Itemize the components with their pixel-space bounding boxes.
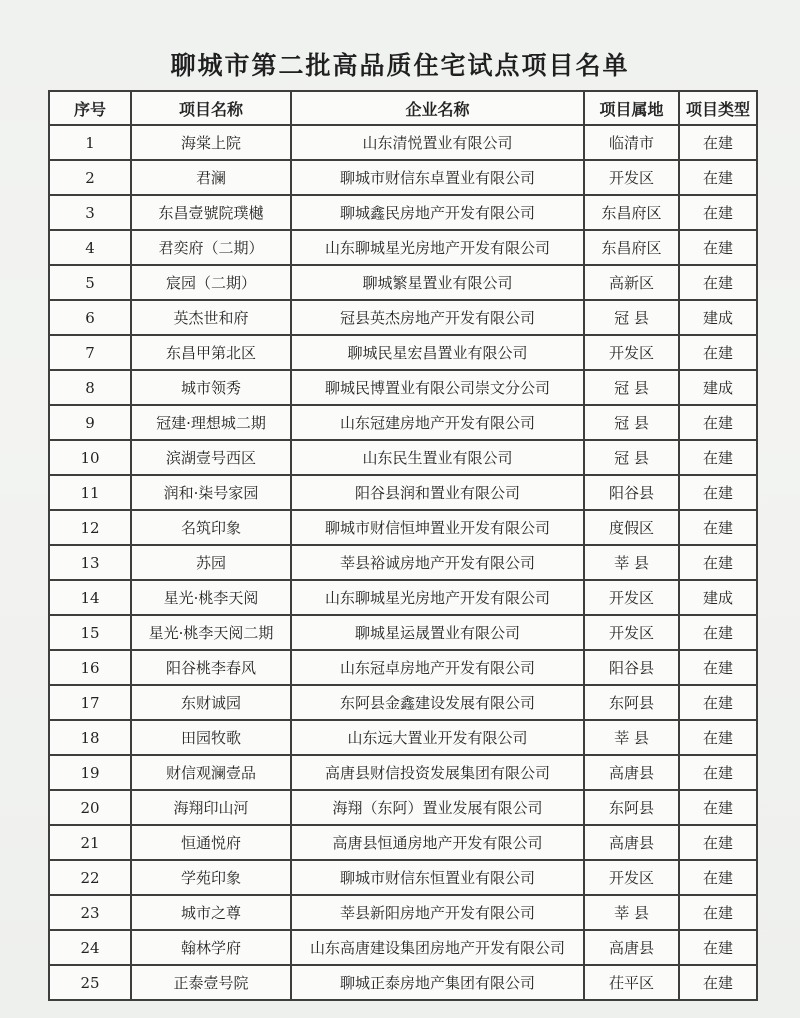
cell-project-name: 星光·桃李天阅二期 [131,615,291,650]
cell-project-name: 海棠上院 [131,125,291,160]
cell-location: 莘 县 [584,895,679,930]
table-row [49,930,757,965]
cell-location: 莘 县 [584,720,679,755]
cell-company-name: 山东冠卓房地产开发有限公司 [291,650,584,685]
cell-company-name: 山东冠建房地产开发有限公司 [291,405,584,440]
cell-type: 在建 [679,930,757,965]
cell-type: 在建 [679,895,757,930]
cell-project-name: 君澜 [131,160,291,195]
cell-type: 在建 [679,720,757,755]
cell-location: 度假区 [584,510,679,545]
cell-index: 20 [49,790,131,825]
cell-location: 东阿县 [584,685,679,720]
cell-type: 在建 [679,195,757,230]
cell-location: 东昌府区 [584,230,679,265]
cell-company-name: 阳谷县润和置业有限公司 [291,475,584,510]
cell-project-name: 东昌甲第北区 [131,335,291,370]
cell-type: 在建 [679,650,757,685]
cell-location: 开发区 [584,335,679,370]
cell-location: 冠 县 [584,405,679,440]
header-type: 项目类型 [679,91,757,125]
cell-company-name: 聊城民星宏昌置业有限公司 [291,335,584,370]
cell-project-name: 润和·柒号家园 [131,475,291,510]
cell-type: 在建 [679,440,757,475]
cell-index: 8 [49,370,131,405]
cell-index: 7 [49,335,131,370]
table-row [49,160,757,195]
header-project-name: 项目名称 [131,91,291,125]
cell-location: 开发区 [584,860,679,895]
cell-project-name: 恒通悦府 [131,825,291,860]
cell-index: 15 [49,615,131,650]
cell-company-name: 莘县新阳房地产开发有限公司 [291,895,584,930]
cell-type: 在建 [679,825,757,860]
table-row [49,755,757,790]
cell-index: 2 [49,160,131,195]
cell-project-name: 苏园 [131,545,291,580]
cell-index: 11 [49,475,131,510]
cell-index: 22 [49,860,131,895]
cell-company-name: 聊城鑫民房地产开发有限公司 [291,195,584,230]
cell-company-name: 海翔（东阿）置业发展有限公司 [291,790,584,825]
table-row [49,545,757,580]
cell-location: 开发区 [584,615,679,650]
cell-type: 在建 [679,545,757,580]
cell-project-name: 阳谷桃李春风 [131,650,291,685]
cell-project-name: 君奕府（二期） [131,230,291,265]
table-body [49,125,757,1000]
table-row [49,265,757,300]
cell-index: 21 [49,825,131,860]
table-row [49,195,757,230]
table-row [49,615,757,650]
cell-company-name: 聊城市财信东卓置业有限公司 [291,160,584,195]
table-row [49,405,757,440]
cell-project-name: 名筑印象 [131,510,291,545]
cell-company-name: 东阿县金鑫建设发展有限公司 [291,685,584,720]
cell-index: 23 [49,895,131,930]
cell-company-name: 冠县英杰房地产开发有限公司 [291,300,584,335]
cell-type: 在建 [679,160,757,195]
cell-type: 建成 [679,370,757,405]
cell-location: 阳谷县 [584,650,679,685]
cell-company-name: 山东清悦置业有限公司 [291,125,584,160]
cell-type: 在建 [679,475,757,510]
cell-company-name: 聊城市财信恒坤置业开发有限公司 [291,510,584,545]
header-index: 序号 [49,91,131,125]
cell-type: 在建 [679,230,757,265]
cell-type: 在建 [679,965,757,1000]
header-company-name: 企业名称 [291,91,584,125]
table-row [49,580,757,615]
project-list-table [48,90,758,1001]
cell-company-name: 聊城民博置业有限公司崇文分公司 [291,370,584,405]
cell-index: 24 [49,930,131,965]
cell-location: 冠 县 [584,440,679,475]
cell-type: 建成 [679,300,757,335]
cell-type: 在建 [679,615,757,650]
cell-company-name: 聊城繁星置业有限公司 [291,265,584,300]
cell-location: 高唐县 [584,930,679,965]
table-row [49,860,757,895]
cell-project-name: 东昌壹號院璞樾 [131,195,291,230]
cell-project-name: 学苑印象 [131,860,291,895]
document-title: 聊城市第二批高品质住宅试点项目名单 [170,51,630,80]
cell-project-name: 东财诚园 [131,685,291,720]
cell-index: 12 [49,510,131,545]
cell-project-name: 田园牧歌 [131,720,291,755]
cell-location: 高唐县 [584,755,679,790]
cell-type: 在建 [679,685,757,720]
cell-project-name: 城市之尊 [131,895,291,930]
cell-company-name: 山东远大置业开发有限公司 [291,720,584,755]
cell-location: 茌平区 [584,965,679,1000]
cell-project-name: 翰林学府 [131,930,291,965]
cell-company-name: 莘县裕诚房地产开发有限公司 [291,545,584,580]
cell-location: 莘 县 [584,545,679,580]
cell-type: 在建 [679,335,757,370]
cell-company-name: 聊城星运晟置业有限公司 [291,615,584,650]
cell-index: 13 [49,545,131,580]
cell-index: 3 [49,195,131,230]
cell-location: 冠 县 [584,300,679,335]
cell-type: 在建 [679,125,757,160]
cell-project-name: 财信观澜壹品 [131,755,291,790]
cell-type: 在建 [679,860,757,895]
table-row [49,790,757,825]
cell-index: 19 [49,755,131,790]
cell-index: 1 [49,125,131,160]
cell-location: 阳谷县 [584,475,679,510]
cell-location: 冠 县 [584,370,679,405]
cell-company-name: 山东聊城星光房地产开发有限公司 [291,580,584,615]
table-row [49,895,757,930]
cell-index: 14 [49,580,131,615]
header-row [49,91,757,125]
cell-location: 东昌府区 [584,195,679,230]
table-row [49,965,757,1000]
table-row [49,825,757,860]
cell-project-name: 星光·桃李天阅 [131,580,291,615]
table-row [49,510,757,545]
cell-company-name: 山东聊城星光房地产开发有限公司 [291,230,584,265]
cell-company-name: 聊城市财信东恒置业有限公司 [291,860,584,895]
cell-index: 18 [49,720,131,755]
cell-project-name: 冠建·理想城二期 [131,405,291,440]
cell-company-name: 山东民生置业有限公司 [291,440,584,475]
cell-company-name: 高唐县恒通房地产开发有限公司 [291,825,584,860]
cell-project-name: 城市领秀 [131,370,291,405]
table-row [49,300,757,335]
cell-location: 东阿县 [584,790,679,825]
table-row [49,650,757,685]
cell-project-name: 海翔印山河 [131,790,291,825]
cell-index: 16 [49,650,131,685]
cell-index: 9 [49,405,131,440]
cell-index: 6 [49,300,131,335]
header-location: 项目属地 [584,91,679,125]
cell-company-name: 高唐县财信投资发展集团有限公司 [291,755,584,790]
table-row [49,475,757,510]
cell-project-name: 宸园（二期） [131,265,291,300]
table-row [49,370,757,405]
table-header [49,91,757,125]
cell-project-name: 正泰壹号院 [131,965,291,1000]
cell-type: 在建 [679,405,757,440]
cell-index: 10 [49,440,131,475]
cell-location: 高新区 [584,265,679,300]
table-row [49,685,757,720]
cell-type: 在建 [679,510,757,545]
cell-type: 在建 [679,265,757,300]
cell-index: 5 [49,265,131,300]
cell-type: 建成 [679,580,757,615]
cell-company-name: 山东高唐建设集团房地产开发有限公司 [291,930,584,965]
table-row [49,230,757,265]
cell-index: 4 [49,230,131,265]
table-row [49,335,757,370]
cell-project-name: 英杰世和府 [131,300,291,335]
cell-project-name: 滨湖壹号西区 [131,440,291,475]
cell-location: 临清市 [584,125,679,160]
cell-location: 开发区 [584,160,679,195]
cell-index: 25 [49,965,131,1000]
cell-index: 17 [49,685,131,720]
cell-type: 在建 [679,755,757,790]
cell-type: 在建 [679,790,757,825]
cell-location: 高唐县 [584,825,679,860]
cell-location: 开发区 [584,580,679,615]
table-row [49,125,757,160]
cell-company-name: 聊城正泰房地产集团有限公司 [291,965,584,1000]
table-row [49,720,757,755]
table-row [49,440,757,475]
